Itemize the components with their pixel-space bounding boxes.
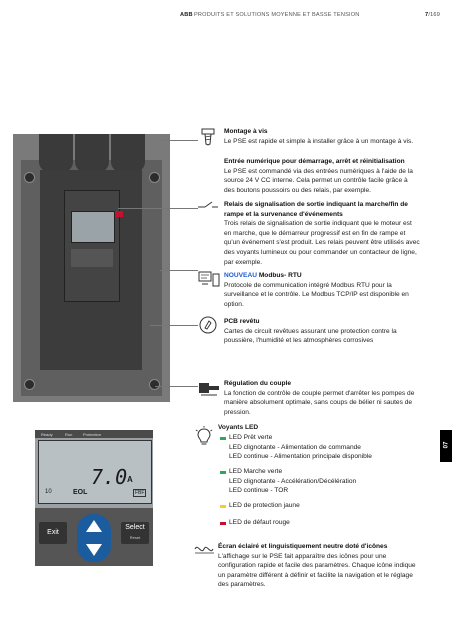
feature-body: Le PSE est rapide et simple à installer grâce à un montage à vis. xyxy=(224,137,414,145)
relay-switch-icon xyxy=(198,200,218,210)
navigation-keys xyxy=(77,514,111,562)
device-display xyxy=(71,211,115,243)
callout-line xyxy=(155,386,198,387)
control-panel xyxy=(64,190,120,302)
mount-hole xyxy=(24,172,35,183)
terminal-3 xyxy=(111,134,145,172)
softstarter-image xyxy=(13,134,170,402)
exit-button: Exit xyxy=(39,522,67,544)
chapter-tab: 07 xyxy=(440,430,452,462)
led-ready-label: Ready xyxy=(41,431,53,437)
mount-hole xyxy=(149,172,160,183)
green-swatch xyxy=(220,437,226,440)
current-unit: A xyxy=(127,475,133,484)
red-swatch xyxy=(220,522,226,525)
led-strip xyxy=(35,430,153,438)
feature-title: Relais de signalisation de sortie indiquant la marche/fin de rampe et la survenance d'événements xyxy=(224,201,408,218)
feature-digital-input xyxy=(224,157,420,195)
feature-title: PCB revêtu xyxy=(224,318,260,325)
mount-hole xyxy=(149,379,160,390)
feature-body: Protocole de communication intégré Modbus RTU pour la surveillance et le contrôle. Le Modbus TCP/IP est disponible en option. xyxy=(224,281,409,308)
feature-signal-relays xyxy=(224,200,420,267)
green-swatch xyxy=(220,471,226,474)
feature-title: Écran éclairé et linguistiquement neutre doté d'icônes xyxy=(218,543,388,550)
led-run-group: LED Marche verte LED clignotante - Accélération/Décélération LED continue - TOR xyxy=(220,467,356,496)
arrow-down-icon xyxy=(86,544,102,556)
screw-icon xyxy=(200,128,216,146)
torque-pump-icon xyxy=(198,380,220,396)
feature-body: La fonction de contrôle de couple permet d'arrêter les pompes de manière absolument optimale, sans coups de bélier ni sautes de pression. xyxy=(224,389,415,416)
led-ready-group: LED Prêt verte LED clignotante - Alimentation de commande LED continue - Alimentation principale disponible xyxy=(220,433,372,462)
feature-title: Régulation du couple xyxy=(224,380,292,387)
mount-hole xyxy=(24,379,35,390)
led-protection-group: LED de protection jaune xyxy=(220,501,300,511)
keypad-buttons xyxy=(35,508,153,566)
language-neutral-icon xyxy=(194,542,216,556)
feature-body: L'affichage sur le PSE fait apparaître des icônes pour une configuration rapide et facile des paramètres. Chaque icône indique un paramètre différent à définir et facilite la navigation et le réglage des paramètres. xyxy=(218,552,416,589)
feature-modbus xyxy=(224,271,420,309)
terminal-1 xyxy=(39,134,73,172)
terminal-2 xyxy=(75,134,109,172)
feature-title: Entrée numérique pour démarrage, arrêt et réinitialisation xyxy=(224,158,405,165)
callout-line xyxy=(150,325,198,326)
page-number: 7/169 xyxy=(425,12,440,18)
modbus-network-icon xyxy=(198,271,220,287)
new-badge: NOUVEAU xyxy=(224,272,257,279)
arrow-up-icon xyxy=(86,520,102,532)
feature-body: Trois relais de signalisation de sortie indiquant que le moteur est en marche, que le démarreur progressif est en fin de rampe et qu'un événement s'est produit. Les relais peuvent être utilisés avec des voyants lumineux ou pour commander un contacteur de ligne, par exemple. xyxy=(224,220,420,266)
brand-name: ABB xyxy=(180,12,193,18)
led-protection-label: Protection xyxy=(83,431,102,437)
keypad-image xyxy=(35,430,153,566)
device-body xyxy=(40,170,142,370)
select-button: Select Reset xyxy=(121,522,149,544)
feature-screw-mount xyxy=(224,127,420,146)
device-buttons xyxy=(71,249,113,267)
led-run-label: Run xyxy=(65,431,73,437)
feature-torque-control xyxy=(224,379,420,417)
page-header xyxy=(0,12,452,22)
fbf-indicator: FBF xyxy=(135,490,145,496)
keypad-lcd xyxy=(38,440,152,504)
section-title: PRODUITS ET SOLUTIONS MOYENNE ET BASSE TENSION xyxy=(194,12,360,18)
callout-line xyxy=(160,270,198,271)
current-value: 7.0 xyxy=(91,465,128,489)
callout-line xyxy=(158,140,198,141)
yellow-swatch xyxy=(220,505,226,508)
feature-title: Montage à vis xyxy=(224,128,268,135)
feature-body: Le PSE est commandé via des entrées numériques à l'aide de la source 24 V CC interne. Cela permet un contrôle facile grâce à des boutons poussoirs ou des relais, par exemple. xyxy=(224,167,413,194)
feature-body: Cartes de circuit revêtues assurant une protection contre la poussière, l'humidité et les atmosphères corrosives xyxy=(224,327,397,345)
feature-title: NOUVEAU Modbus- RTU xyxy=(224,272,302,279)
led-fault-group: LED de défaut rouge xyxy=(220,518,290,528)
eol-indicator: EOL xyxy=(73,489,88,496)
coated-pcb-icon xyxy=(199,316,217,334)
feature-coated-pcb xyxy=(224,317,420,346)
leds-title: Voyants LED xyxy=(218,424,259,431)
lightbulb-icon xyxy=(195,426,213,446)
feature-display xyxy=(218,542,422,590)
lcd-number: 10 xyxy=(45,489,52,495)
callout-line xyxy=(118,208,198,209)
